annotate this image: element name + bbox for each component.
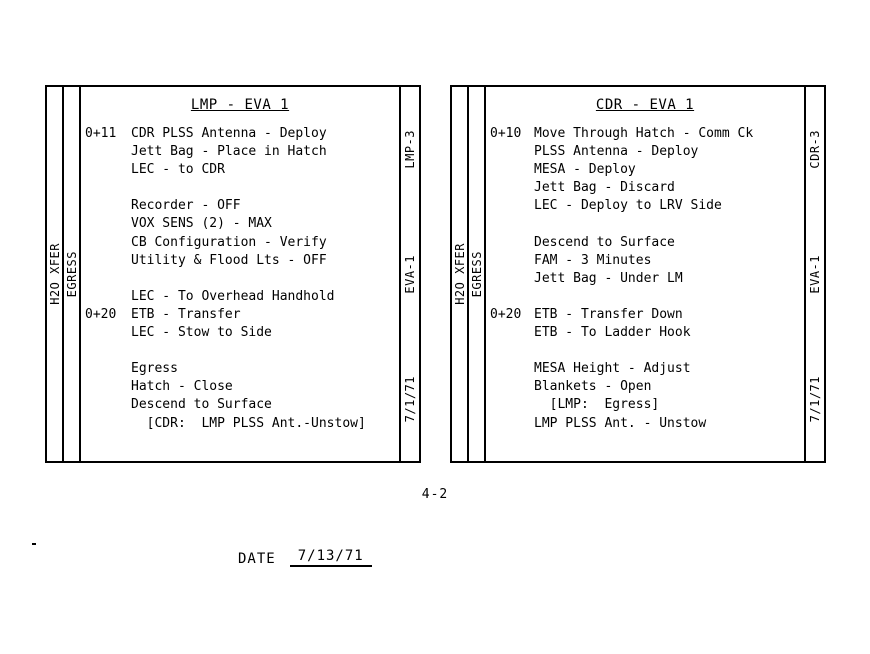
date-block [238, 548, 372, 567]
row-text: Descend to Surface [131, 397, 272, 413]
tab-egress-cdr [469, 87, 486, 461]
row-text [131, 342, 399, 360]
row-time [490, 234, 534, 252]
row-text: VOX SENS (2) - MAX [131, 216, 272, 232]
checklist-row [490, 161, 804, 179]
checklist-row [490, 324, 804, 342]
checklist-row [85, 215, 399, 233]
tab-label: EGRESS [469, 250, 484, 298]
checklist-row-spacer [85, 179, 399, 197]
scan-speck [32, 543, 36, 545]
row-time [85, 288, 131, 306]
row-text [131, 270, 399, 288]
tab-eva-1-lmp [401, 212, 419, 337]
cuff-checklist-card-lmp [45, 85, 421, 463]
row-time [490, 197, 534, 215]
row-text: LEC - Deploy to LRV Side [534, 198, 722, 214]
row-text [131, 179, 399, 197]
tab-h2o-xfer-lmp [47, 87, 64, 461]
row-time [85, 179, 131, 197]
row-time [85, 161, 131, 179]
tab-date-lmp [401, 336, 419, 461]
row-text: FAM - 3 Minutes [534, 252, 652, 268]
left-tab-strips-cdr [452, 87, 486, 461]
row-text: LEC - Stow to Side [131, 325, 272, 341]
row-text: Jett Bag - Place in Hatch [131, 144, 327, 160]
checklist-row [85, 378, 399, 396]
checklist-row [85, 252, 399, 270]
row-time [490, 215, 534, 233]
checklist-row [85, 288, 399, 306]
tab-cdr-3 [806, 87, 824, 212]
tab-label: CDR-3 [808, 130, 822, 169]
date-value: 7/13/71 [290, 548, 372, 567]
row-time: 0+20 [85, 306, 117, 322]
row-time [85, 215, 131, 233]
checklist-row [490, 378, 804, 396]
row-text: Blankets - Open [534, 379, 652, 395]
tab-label: H2O XFER [47, 243, 62, 305]
row-text: CDR PLSS Antenna - Deploy [131, 126, 327, 141]
checklist-row [85, 197, 399, 215]
row-time [85, 415, 131, 433]
tab-label: 7/1/71 [403, 375, 417, 422]
tab-label: EVA-1 [403, 254, 417, 294]
checklist-row-spacer [490, 215, 804, 233]
row-text: Jett Bag - Under LM [534, 270, 683, 286]
checklist-row-spacer [85, 270, 399, 288]
checklist-row [85, 396, 399, 414]
tab-date-cdr [806, 336, 824, 461]
checklist-row [490, 252, 804, 270]
tab-label: EVA-1 [808, 254, 822, 294]
checklist-row [490, 306, 804, 324]
tab-label: EGRESS [64, 250, 79, 298]
row-time [490, 378, 534, 396]
row-time [85, 324, 131, 342]
tab-label: LMP-3 [403, 130, 417, 169]
card-body-cdr [486, 87, 804, 461]
checklist-row-spacer [490, 342, 804, 360]
row-time [85, 396, 131, 414]
page-number: 4-2 [421, 487, 449, 502]
row-text: Jett Bag - Discard [534, 180, 675, 196]
row-text: CB Configuration - Verify [131, 234, 327, 250]
row-text: ETB - Transfer [131, 306, 241, 322]
checklist-row [490, 234, 804, 252]
row-time [85, 197, 131, 215]
row-time: 0+10 [490, 126, 522, 141]
checklist-lines-cdr [486, 125, 804, 433]
row-time [490, 288, 534, 306]
row-time [490, 179, 534, 197]
row-text: Move Through Hatch - Comm Ck [534, 126, 754, 141]
row-time [85, 270, 131, 288]
row-time [85, 252, 131, 270]
row-text: Recorder - OFF [131, 198, 241, 214]
checklist-row-spacer [85, 342, 399, 360]
tab-label: H2O XFER [452, 243, 467, 305]
row-time [490, 415, 534, 433]
row-time [85, 234, 131, 252]
checklist-row [490, 270, 804, 288]
row-text: PLSS Antenna - Deploy [534, 144, 699, 160]
card-title-lmp: LMP - EVA 1 [190, 97, 290, 113]
checklist-row [85, 125, 399, 143]
checklist-row [85, 415, 399, 433]
row-text [534, 342, 804, 360]
checklist-row-spacer [490, 288, 804, 306]
card-title-cdr: CDR - EVA 1 [595, 97, 695, 113]
checklist-row [490, 179, 804, 197]
row-time [490, 161, 534, 179]
checklist-row [85, 324, 399, 342]
checklist-row [85, 143, 399, 161]
tab-egress-lmp [64, 87, 81, 461]
tab-lmp-3 [401, 87, 419, 212]
date-label: DATE [238, 551, 276, 567]
checklist-row [490, 197, 804, 215]
checklist-lines-lmp [81, 125, 399, 433]
right-tab-strips-cdr [804, 87, 824, 461]
checklist-row [490, 125, 804, 143]
row-text: ETB - Transfer Down [534, 306, 683, 322]
row-time: 0+11 [85, 126, 117, 141]
checklist-row [85, 234, 399, 252]
row-text [534, 288, 804, 306]
row-text: LEC - to CDR [131, 162, 225, 178]
checklist-row [490, 415, 804, 433]
right-tab-strips-lmp [399, 87, 419, 461]
row-text: Descend to Surface [534, 234, 675, 250]
row-time [490, 143, 534, 161]
checklist-row [490, 143, 804, 161]
row-text: [CDR: LMP PLSS Ant.-Unstow] [131, 415, 366, 431]
checklist-row [490, 396, 804, 414]
tab-eva-1-cdr [806, 212, 824, 337]
row-time [85, 342, 131, 360]
row-time: 0+20 [490, 306, 522, 322]
row-text: ETB - To Ladder Hook [534, 325, 691, 341]
checklist-row [85, 161, 399, 179]
row-time [490, 360, 534, 378]
row-time [490, 252, 534, 270]
row-text: [LMP: Egress] [534, 397, 660, 413]
row-text [534, 215, 804, 233]
row-time [85, 360, 131, 378]
row-text: Utility & Flood Lts - OFF [131, 252, 327, 268]
row-time [490, 342, 534, 360]
card-body-lmp [81, 87, 399, 461]
checklist-row [85, 306, 399, 324]
row-text: Hatch - Close [131, 379, 233, 395]
left-tab-strips-lmp [47, 87, 81, 461]
tab-label: 7/1/71 [808, 375, 822, 422]
row-time [85, 143, 131, 161]
row-text: MESA - Deploy [534, 162, 636, 178]
cuff-checklist-card-cdr [450, 85, 826, 463]
row-text: LMP PLSS Ant. - Unstow [534, 415, 707, 431]
row-text: MESA Height - Adjust [534, 361, 691, 377]
checklist-row [490, 360, 804, 378]
row-text: Egress [131, 361, 178, 377]
checklist-row [85, 360, 399, 378]
row-time [490, 324, 534, 342]
row-time [85, 378, 131, 396]
row-time [490, 396, 534, 414]
row-time [490, 270, 534, 288]
row-text: LEC - To Overhead Handhold [131, 288, 335, 304]
tab-h2o-xfer-cdr [452, 87, 469, 461]
